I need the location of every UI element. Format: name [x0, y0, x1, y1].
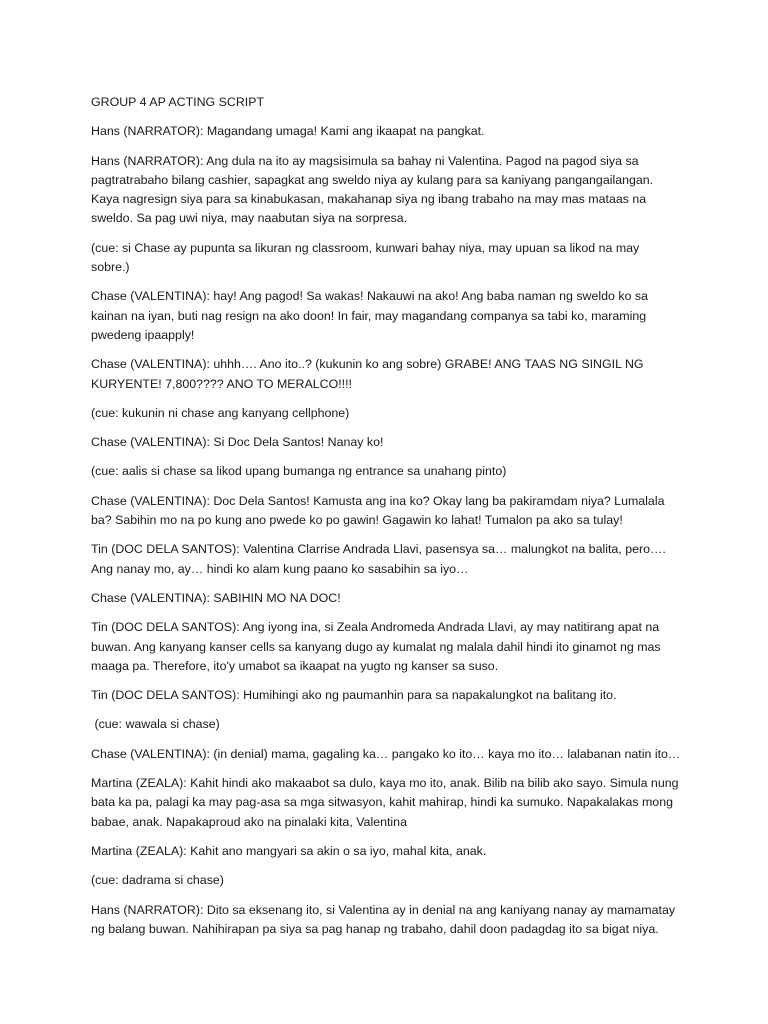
script-line: Hans (NARRATOR): Ang dula na ito ay magsisimula sa bahay ni Valentina. Pagod na pagod siya sa pagtratrabaho bilang cashier, sapagkat ang sweldo niya ay kulang para sa kaniyang pangangailangan. Kaya nagresign siya para sa kinabukasan, makahanap siya ng ibang trabaho na may mas mataas na sweldo. Sa pag uwi niya, may naabutan siya na sorpresa. — [91, 153, 654, 226]
script-line: Chase (VALENTINA): Si Doc Dela Santos! Nanay ko! — [91, 435, 384, 450]
script-line: Martina (ZEALA): Kahit ano mangyari sa akin o sa iyo, mahal kita, anak. — [91, 843, 487, 858]
stage-cue: (cue: dadrama si chase) — [91, 873, 224, 888]
script-line: Chase (VALENTINA): Doc Dela Santos! Kamusta ang ina ko? Okay lang ba pakiramdam niya? Lumalala ba? Sabihin mo na po kung ano pwede ko po gawin! Gagawin ko lahat! Tumalon pa ako sa tulay! — [91, 493, 665, 528]
script-line: Tin (DOC DELA SANTOS): Humihingi ako ng paumanhin para sa napakalungkot na balitang ito. — [91, 688, 617, 703]
script-line: Martina (ZEALA): Kahit hindi ako makaabot sa dulo, kaya mo ito, anak. Bilib na bilib ako sayo. Simula nung bata ka pa, palagi ka may pag-asa sa mga sitwasyon, kahit mahirap, hindi ka sumuko. Napakalakas mong babae, anak. Napakaproud ako na pinalaki kita, Valentina — [91, 776, 679, 829]
script-line: Chase (VALENTINA): hay! Ang pagod! Sa wakas! Nakauwi na ako! Ang baba naman ng sweldo ko sa kainan na iyan, buti nag resign na ako doon! In fair, may magandang companya sa tabi ko, maraming pwedeng ipaapply! — [91, 289, 648, 342]
script-line: Hans (NARRATOR): Dito sa eksenang ito, si Valentina ay in denial na ang kaniyang nanay ay mamamatay ng balang buwan. Nahihirapan pa siya sa pag hanap ng trabaho, dahil doon padagdag ito sa bigat niya. — [91, 902, 676, 936]
stage-cue: (cue: kukunin ni chase ang kanyang cellphone) — [91, 405, 350, 420]
script-line: Chase (VALENTINA): (in denial) mama, gagaling ka… pangako ko ito… kaya mo ito… lalabanan natin ito… — [91, 746, 681, 761]
script-line: Tin (DOC DELA SANTOS): Ang iyong ina, si Zeala Andromeda Andrada Llavi, ay may natitirang apat na buwan. Ang kanyang kanser cells sa kanyang dugo ay kumalat ng malala dahil hindi ito ginamot ng mas maaga pa. Therefore, ito'y umabot sa ikaapat na yugto ng kanser sa suso. — [91, 620, 661, 673]
stage-cue: (cue: si Chase ay pupunta sa likuran ng classroom, kunwari bahay niya, may upuan sa likod na may sobre.) — [91, 240, 640, 275]
script-line: Chase (VALENTINA): SABIHIN MO NA DOC! — [91, 590, 341, 605]
document-page — [91, 93, 681, 949]
stage-cue: (cue: wawala si chase) — [91, 717, 220, 732]
stage-cue: (cue: aalis si chase sa likod upang bumanga ng entrance sa unahang pinto) — [91, 464, 507, 479]
document-title: GROUP 4 AP ACTING SCRIPT — [91, 95, 265, 109]
script-line: Hans (NARRATOR): Magandang umaga! Kami ang ikaapat na pangkat. — [91, 124, 485, 139]
script-line: Chase (VALENTINA): uhhh…. Ano ito..? (kukunin ko ang sobre) GRABE! ANG TAAS NG SINGIL NG KURYENTE! 7,800???? ANO TO MERALCO!!!! — [91, 357, 644, 391]
script-line: Tin (DOC DELA SANTOS): Valentina Clarrise Andrada Llavi, pasensya sa… malungkot na balita, pero…. Ang nanay mo, ay… hindi ko alam kung paano ko sasabihin sa iyo… — [91, 542, 666, 576]
